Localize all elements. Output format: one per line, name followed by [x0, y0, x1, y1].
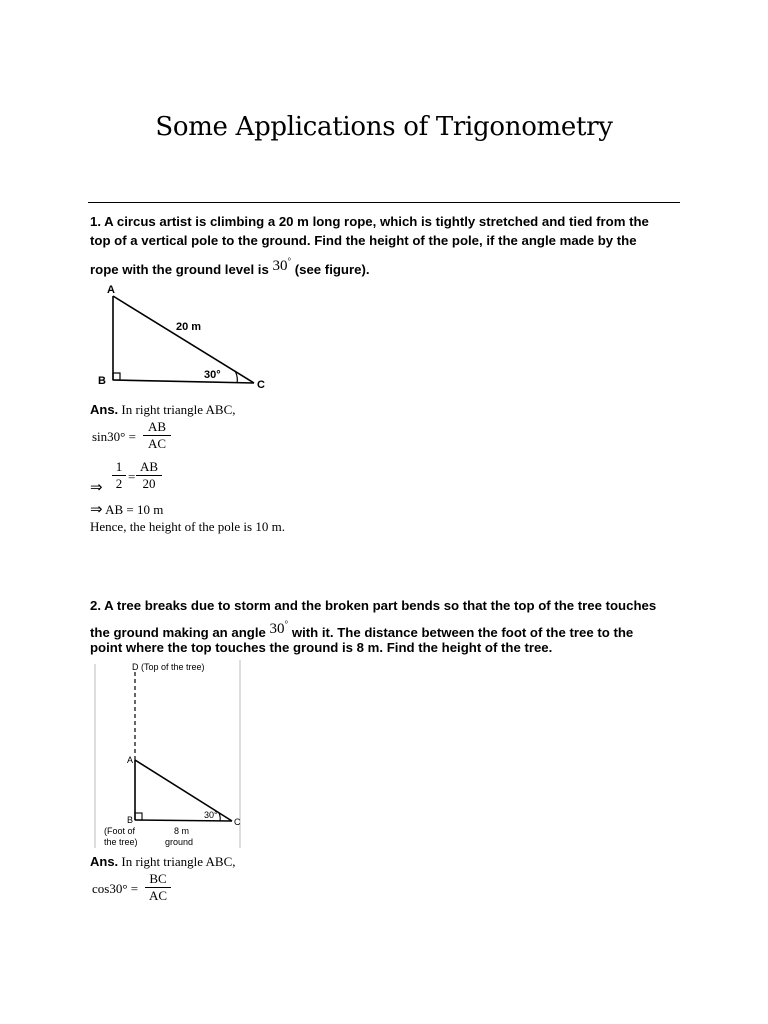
figure-2-foot-label-1: (Foot of — [104, 826, 136, 836]
page-title: Some Applications of Trigonometry — [155, 112, 613, 142]
figure-1-triangle — [92, 280, 282, 395]
question-2-line-1: 2. A tree breaks due to storm and the broken part bends so that the top of the tree touches — [90, 598, 657, 613]
answer-1-conclusion: Hence, the height of the pole is 10 m. — [90, 519, 285, 534]
figure-1-hypotenuse-label: 20 m — [176, 321, 202, 333]
title-divider — [88, 202, 680, 203]
figure-2-label-b: B — [127, 815, 134, 825]
figure-1-label-c: C — [257, 379, 265, 391]
answer-1-result: ⇒ AB = 10 m — [90, 502, 164, 518]
figure-1-label-a: A — [107, 284, 115, 296]
figure-2-foot-label-2: the tree) — [104, 837, 138, 847]
figure-2-distance-label-2: ground — [165, 837, 194, 847]
answer-1-sin-fraction: $\frac{AB}{AC}$ — [143, 419, 171, 452]
figure-2-label-d: D (Top of the tree) — [132, 662, 205, 672]
question-1-line-1: 1. A circus artist is climbing a 20 m long rope, which is tightly stretched and tied from the — [90, 214, 649, 229]
answer-2-cos-fraction: $\frac{BC}{AC}$ — [145, 871, 171, 904]
figure-2-right-angle — [135, 813, 142, 820]
answer-1-half-fraction: $\frac{1}{2}$ — [112, 459, 126, 492]
figure-2-angle-arc — [219, 813, 220, 821]
question-1-line-3-start: rope with the ground level is — [90, 262, 269, 277]
answer-1-intro: Ans. In right triangle ABC, — [90, 402, 236, 417]
question-1-angle: 30° — [272, 256, 292, 274]
figure-1-label-b: B — [98, 375, 106, 387]
figure-1-side-bc — [113, 380, 254, 383]
answer-1-sin-lhs: sin30° = — [92, 429, 136, 444]
figure-2-label-a: A — [127, 755, 134, 765]
question-1-line-2: top of a vertical pole to the ground. Find the height of the pole, if the angle made by the — [90, 233, 637, 248]
figure-2-angle-label: 30° — [204, 810, 218, 820]
answer-1-equals: = — [128, 469, 136, 484]
figure-1-angle-label: 30° — [204, 369, 221, 381]
figure-2-label-c: C — [234, 817, 241, 827]
question-2-line-2-start: the ground making an angle — [90, 625, 266, 640]
figure-1-side-ac — [113, 296, 254, 383]
answer-1-implies-1: ⇒ — [90, 480, 103, 496]
figure-1-right-angle — [113, 373, 120, 380]
answer-2-intro: Ans. In right triangle ABC, — [90, 854, 236, 869]
figure-2-side-bc — [135, 820, 232, 821]
figure-2-broken-tree — [92, 658, 252, 853]
answer-2-cos-lhs: cos30° = — [92, 881, 139, 896]
question-2-line-2-end: with it. The distance between the foot of the tree to the — [291, 625, 634, 640]
question-2-line-3: point where the top touches the ground is 8 m. Find the height of the tree. — [90, 640, 553, 655]
question-2-angle: 30° — [269, 619, 289, 637]
figure-2-distance-label-1: 8 m — [174, 826, 190, 836]
question-1-line-3-end: (see figure). — [294, 262, 370, 277]
question-1-line-3 — [90, 256, 680, 280]
answer-1-ab-over-20-fraction: $\frac{AB}{20}$ — [136, 459, 162, 492]
